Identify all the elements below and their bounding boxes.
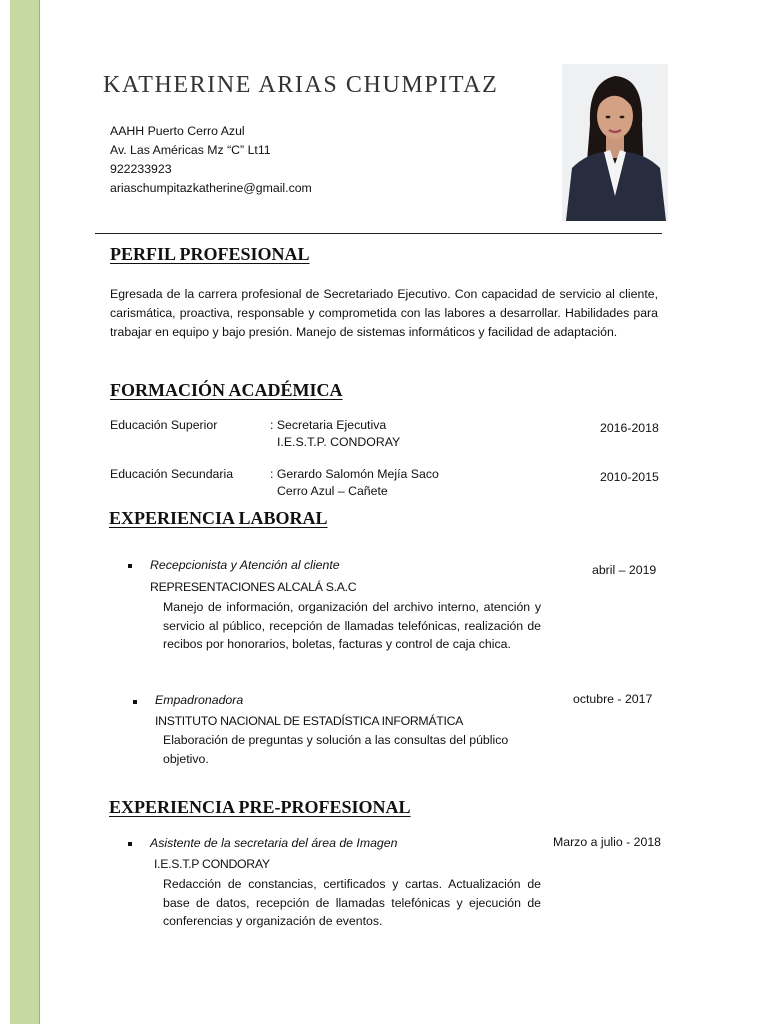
education-school: : Gerardo Salomón Mejía Saco bbox=[270, 467, 439, 481]
education-detail-higher bbox=[270, 417, 400, 451]
contact-block bbox=[110, 122, 312, 198]
education-program: : Secretaria Ejecutiva bbox=[270, 418, 387, 432]
profile-photo bbox=[562, 64, 668, 221]
contact-address-line-1: AAHH Puerto Cerro Azul bbox=[110, 124, 245, 138]
job-company: REPRESENTACIONES ALCALÁ S.A.C bbox=[150, 580, 357, 594]
job-date: abril – 2019 bbox=[592, 563, 657, 577]
section-title-experience: EXPERIENCIA LABORAL bbox=[109, 508, 328, 528]
job-role: Asistente de la secretaria del área de Imagen bbox=[150, 836, 398, 850]
section-title-profile: PERFIL PROFESIONAL bbox=[110, 244, 310, 264]
header-divider bbox=[95, 233, 662, 234]
job-description: Manejo de información, organización del archivo interno, atención y servicio al público, recepción de llamadas telefónicas, realización de recibos por honorarios, boletas, facturas y control de caja chica. bbox=[163, 600, 541, 651]
job-date: octubre - 2017 bbox=[573, 692, 653, 706]
job-description: Elaboración de preguntas y solución a las consultas del público objetivo. bbox=[163, 733, 509, 766]
contact-address-line-2: Av. Las Américas Mz “C” Lt11 bbox=[110, 143, 271, 157]
contact-email[interactable]: ariaschumpitazkatherine@gmail.com bbox=[110, 181, 312, 195]
bullet-icon bbox=[128, 842, 132, 846]
education-label-higher: Educación Superior bbox=[110, 418, 218, 432]
candidate-name: KATHERINE ARIAS CHUMPITAZ bbox=[103, 72, 499, 98]
education-institution: I.E.S.T.P. CONDORAY bbox=[277, 435, 401, 449]
job-description: Redacción de constancias, certificados y cartas. Actualización de base de datos, recepción de llamadas telefónicas y ejecución de conferencias y organización de eventos. bbox=[163, 877, 541, 928]
education-location: Cerro Azul – Cañete bbox=[277, 484, 388, 498]
profile-text: Egresada de la carrera profesional de Secretariado Ejecutivo. Con capacidad de servicio al cliente, carismática, proactiva, responsable y comprometida con las labores a desarrollar. Habilidades para trabajar en equipo y bajo presión. Manejo de sistemas informáticos y facilidad de adaptación. bbox=[110, 287, 658, 339]
education-years-higher: 2016-2018 bbox=[600, 421, 659, 435]
job-date: Marzo a julio - 2018 bbox=[553, 835, 661, 849]
job-company: I.E.S.T.P CONDORAY bbox=[154, 857, 270, 871]
job-role: Recepcionista y Atención al cliente bbox=[150, 558, 340, 572]
job-role: Empadronadora bbox=[155, 693, 244, 707]
sidebar-accent-bar bbox=[10, 0, 40, 1024]
education-years-secondary: 2010-2015 bbox=[600, 470, 659, 484]
education-label-secondary: Educación Secundaria bbox=[110, 467, 234, 481]
contact-phone[interactable]: 922233923 bbox=[110, 162, 172, 176]
bullet-icon bbox=[128, 564, 132, 568]
education-detail-secondary bbox=[270, 466, 439, 500]
section-title-preprofessional: EXPERIENCIA PRE-PROFESIONAL bbox=[109, 797, 411, 817]
section-title-education: FORMACIÓN ACADÉMICA bbox=[110, 380, 343, 400]
bullet-icon bbox=[133, 700, 137, 704]
job-company: INSTITUTO NACIONAL DE ESTADÍSTICA INFORMÁTICA bbox=[155, 714, 464, 728]
